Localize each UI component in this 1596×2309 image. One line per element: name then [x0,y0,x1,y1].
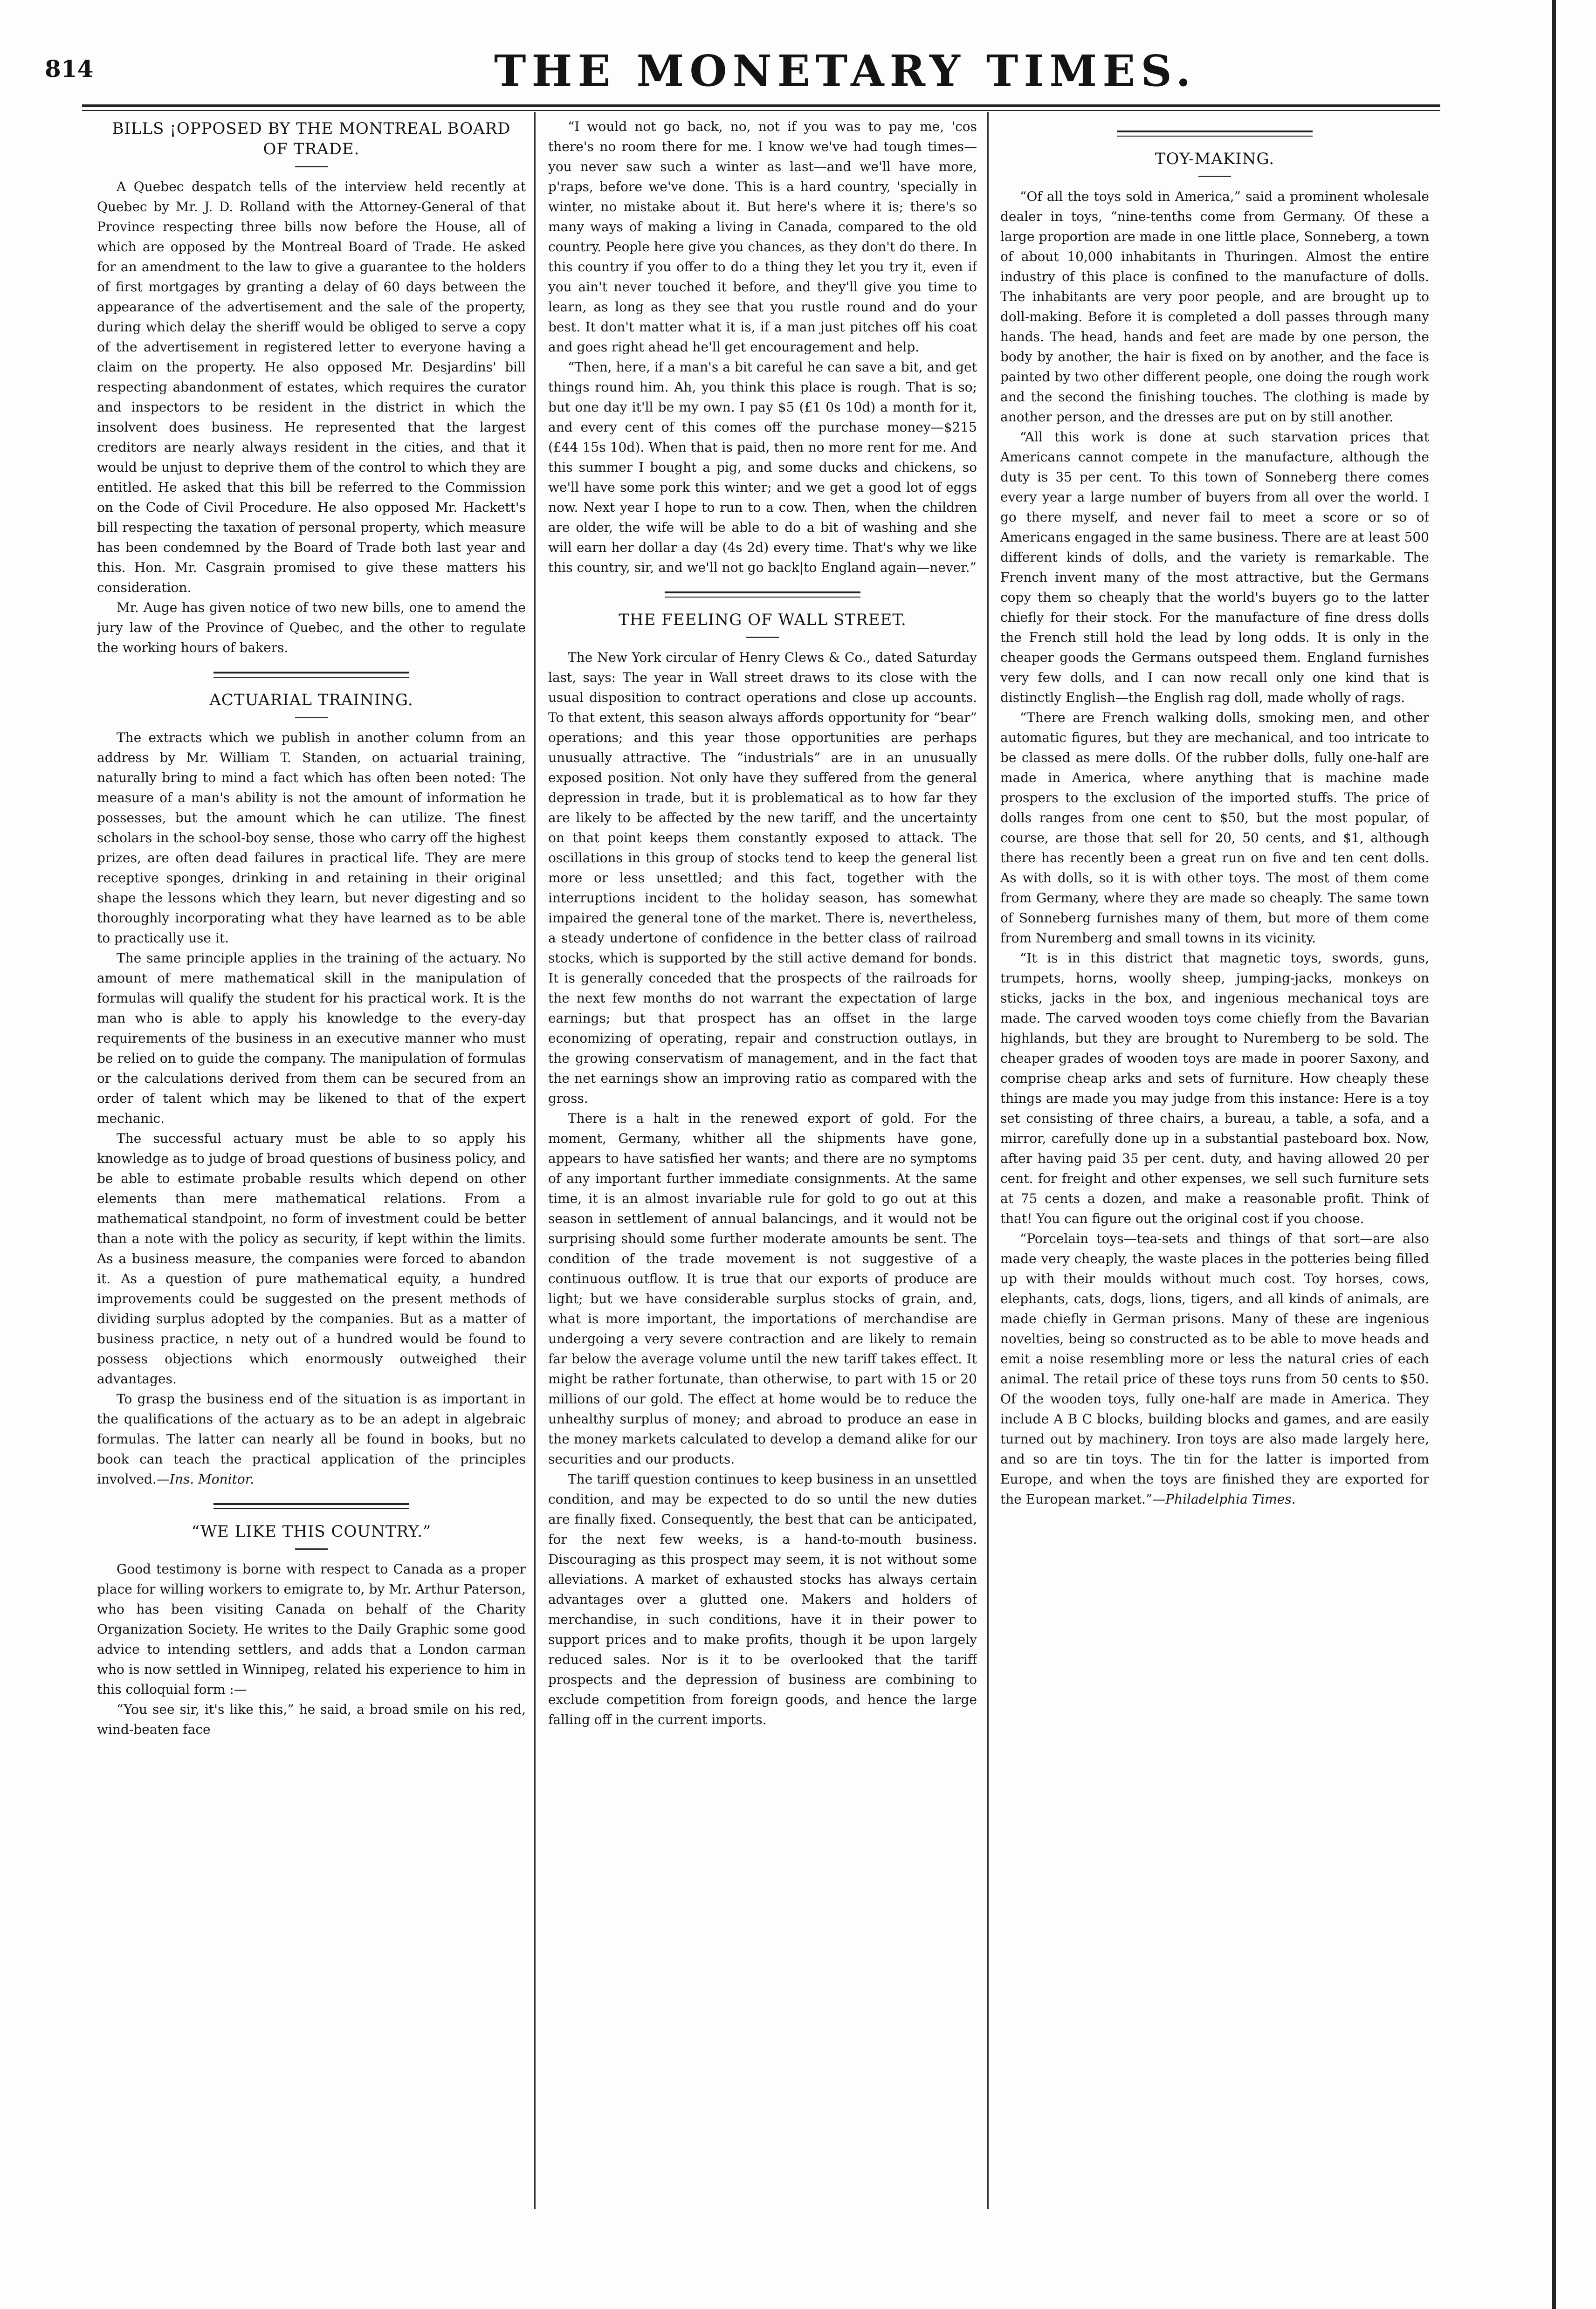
article-paragraph: “It is in this district that magnetic toys, swords, guns, trumpets, horns, woolly sheep, jumping-jacks, monkeys on sticks, jacks in the box, and ingenious mechanical toys are made. The carved wooden toys come chiefly from the Bavarian highlands, but they are brought to Nuremberg to be sold. The cheaper grades of wooden toys are made in poorer Saxony, and comprise cheap arks and sets of furniture. How cheaply these things are made you may judge from this instance: Here is a toy set consisting of three chairs, a bureau, a table, a sofa, and a mirror, carefully done up in a substantial pasteboard box. Now, after having paid 35 per cent. duty, and having allowed 20 per cent. for freight and other expenses, we sell such furniture sets at 75 cents a dozen, and make a reasonable profit. Think of that! You can figure out the original cost if you choose. [1000,950,1429,1226]
article-paragraph [1000,1229,1429,1509]
section-separator [213,672,409,678]
article-headline: BILLS ¡OPPOSED BY THE MONTREAL BOARD OF TRADE. [112,119,511,158]
masthead-rule [82,104,1440,107]
paragraph-text: “Porcelain toys—tea-sets and things of that sort—are also made very cheaply, the waste places in the potteries being filled up with their moulds without much cost. Toy horses, cows, elephants, cats, dogs, lions, tigers, and all kinds of animals, are made chiefly in German prisons. Many of these are ingenious novelties, being so constructed as to be able to move heads and emit a noise resembling more or less the natural cries of each animal. The retail price of these toys runs from 50 cents to $50. Of the wooden toys, fully one-half are made in America. They include A B C blocks, building blocks and games, and are easily turned out by machinery. Iron toys are also made largely here, and so are tin toys. The tin for the latter is imported from Europe, and when the toys are finished they are exported for the European market.” [1000,1231,1429,1507]
paragraph-text: To grasp the business end of the situation is as important in the qualifications of the actuary as to be an adept in algebraic formulas. The latter can nearly all be found in books, but no book can teach the practical application of the principles involved. [97,1391,526,1487]
article-headline: “WE LIKE THIS COUNTRY.” [191,1522,432,1541]
source-credit: —Ins. Monitor. [156,1471,254,1487]
article-paragraph: Good testimony is borne with respect to Canada as a proper place for willing workers to emigrate to, by Mr. Arthur Paterson, who has been visiting Canada on behalf of the Charity Organization Society. He writes to the Daily Graphic some good advice to intending settlers, and adds that a London carman who is now settled in Winnipeg, related his experience to him in this colloquial form :— [97,1561,526,1697]
article-headline: ACTUARIAL TRAINING. [209,691,413,709]
column-3 [1000,117,1429,2200]
column-1 [97,117,526,2200]
section-separator [213,1503,409,1509]
article-paragraph: The New York circular of Henry Clews & Co., dated Saturday last, says: The year in Wall street draws to its close with the usual disposition to contract operations and close up accounts. To that extent, this season always affords opportunity for “bear” operations; and this year those opportunities are perhaps unusually attractive. The “industrials” are in an unusually exposed position. Not only have they suffered from the general depression in trade, but it is problematical as to how far they are likely to be affected by the new tariff, and the uncertainty on that point keeps them constantly exposed to attack. The oscillations in this group of stocks tend to keep the general list more or less unsettled; and this fact, together with the interruptions incident to the holiday season, has somewhat impaired the general tone of the market. There is, nevertheless, a steady undertone of confidence in the better class of railroad stocks, which is supported by the still active demand for bonds. It is generally conceded that the prospects of the railroads for the next few months do not warrant the expectation of large earnings; but that prospect has an offset in the large economizing of operating, repair and construction outlays, in the growing conservatism of management, and in the fact that the net earnings show an improving ratio as compared with the gross. [548,650,977,1106]
article-paragraph: “Of all the toys sold in America,” said a prominent wholesale dealer in toys, “nine-tenths come from Germany. Of these a large proportion are made in one little place, Sonneberg, a town of about 10,000 inhabitants in Thuringen. Almost the entire industry of this place is confined to the manufacture of dolls. The inhabitants are very poor people, and are brought up to doll-making. Before it is completed a doll passes through many hands. The head, hands and feet are made by one person, the body by another, the hair is fixed on by another, and the face is painted by two other different people, one doing the rough work and the second the finishing touches. The clothing is made by another person, and the dresses are put on by still another. [1000,189,1429,425]
article-paragraph: The successful actuary must be able to so apply his knowledge as to judge of broad questions of business policy, and be able to estimate probable results which depend on other elements than mere mathematical relations. From a mathematical standpoint, no form of investment could be better than a note with the policy as security, if kept within the limits. As a business measure, the companies were forced to abandon it. As a question of pure mathematical equity, a hundred improvements could be suggested on the present methods of dividing surplus adopted by the companies. But as a matter of business practice, n nety out of a hundred would be found to possess objections which enormously outweighed their advantages. [97,1131,526,1387]
column-divider [534,112,536,2209]
article-paragraph: The same principle applies in the training of the actuary. No amount of mere mathematical skill in the manipulation of formulas will qualify the student for his practical work. It is the man who is able to apply his knowledge to the every-day requirements of the business in an executive manner who must be relied on to guide the company. The manipulation of formulas or the calculations derived from them can be secured from an order of talent which may be likened to that of the expert mechanic. [97,950,526,1126]
article-paragraph: “I would not go back, no, not if you was to pay me, 'cos there's no room there for me. I know we've had tough times—you never saw such a winter as last—and we'll have more, p'raps, before we've done. This is a hard country, 'specially in winter, no mistake about it. But here's where it is; there's so many ways of making a living in Canada, compared to the old country. People here give you chances, as they don't do there. In this country if you offer to do a thing they let you try it, even if you ain't never touched it before, and they'll give you time to learn, as long as they see that you rustle round and do your best. It don't matter what it is, if a man just pitches off his coat and goes right ahead he'll get encouragement and help. [548,119,977,355]
article-paragraph: There is a halt in the renewed export of gold. For the moment, Germany, whither all the shipments have gone, appears to have satisfied her wants; and there are no symptoms of any important further immediate consignments. At the same time, it is an almost invariable rule for gold to go out at this season in settlement of annual balancings, and it would not be surprising should some further moderate amounts be sent. The condition of the trade movement is not suggestive of a continuous outflow. It is true that our exports of produce are light; but we have considerable surplus stocks of grain, and, what is more important, the importations of merchandise are undergoing a very severe contraction and are likely to remain far below the average volume until the new tariff takes effect. It might be rather fortunate, than otherwise, to part with 15 or 20 millions of our gold. The effect at home would be to reduce the unhealthy surplus of money; and abroad to produce an ease in the money markets calculated to develop a demand alike for our securities and our products. [548,1111,977,1467]
article-paragraph: “Then, here, if a man's a bit careful he can save a bit, and get things round him. Ah, you think this place is rough. That is so; but one day it'll be my own. I pay $5 (£1 0s 10d) a month for it, and every cent of this comes off the purchase money—$215 (£44 15s 10d). When that is paid, then no more rent for me. And this summer I bought a pig, and some ducks and chickens, so we'll have some pork this winter; and we get a good lot of eggs now. Next year I hope to run to a cow. Then, when the children are older, the wife will be able to do a bit of washing and she will earn her dollar a day (4s 2d) every time. That's why we like this country, sir, and we'll not go back|to England again—never.” [548,359,977,575]
article-paragraph [97,1389,526,1489]
headline-rule [295,166,328,167]
article-headline: THE FEELING OF WALL STREET. [619,611,907,629]
article-headline: TOY-MAKING. [1155,150,1275,168]
column-2 [548,117,977,2200]
article-paragraph: “There are French walking dolls, smoking men, and other automatic figures, but they are mechanical, and too intricate to be classed as mere dolls. Of the rubber dolls, fully one-half are made in America, where anything that is machine made prospers to the exclusion of the imported stuffs. The price of dolls ranges from one cent to $50, but the most popular, of course, are those that sell for 20, 50 cents, and $1, although there has recently been a great run on five and ten cent dolls. As with dolls, so it is with other toys. The most of them come from Germany, where they are made so cheaply. The same town of Sonneberg furnishes many of them, but more of them come from Nuremberg and small towns in its vicinity. [1000,710,1429,946]
page-number: 814 [45,55,94,82]
scan-edge [1552,0,1556,2309]
headline-rule [295,717,328,718]
article-paragraph: A Quebec despatch tells of the interview held recently at Quebec by Mr. J. D. Rolland with the Attorney-General of that Province respecting three bills now before the House, all of which are opposed by the Montreal Board of Trade. He asked for an amendment to the law to give a guarantee to the holders of first mortgages by granting a delay of 60 days between the appearance of the advertisement and the sale of the property, during which delay the sheriff would be obliged to serve a copy of the advertisement in registered letter to everyone having a claim on the property. He also opposed Mr. Desjardins' bill respecting abandonment of estates, which requires the curator and inspectors to be resident in the district in which the insolvent does business. He represented that the largest creditors are nearly always resident in the cities, and that it would be unjust to deprive them of the control to which they are entitled. He asked that this bill be referred to the Commission on the Code of Civil Procedure. He also opposed Mr. Hackett's bill respecting the taxation of personal property, which measure has been condemned by the Board of Trade both last year and this. Hon. Mr. Casgrain promised to give these matters his consideration. [97,179,526,595]
article-paragraph: The tariff question continues to keep business in an unsettled condition, and may be expected to do so until the new duties are finally fixed. Consequently, the best that can be anticipated, for the next few weeks, is a hand-to-mouth business. Discouraging as this prospect may seem, it is not without some alleviations. A market of exhausted stocks has always certain advantages over a glutted one. Makers and holders of merchandise, in such conditions, have it in their power to support prices and to make profits, though it be upon largely reduced sales. Nor is it to be overlooked that the tariff prospects and the depression of business are combining to exclude competition from foreign goods, and hence the large falling off in the current imports. [548,1471,977,1727]
section-separator [1117,131,1313,137]
headline-rule [1198,176,1231,177]
headline-rule [295,1548,328,1550]
source-credit: —Philadelphia Times. [1152,1491,1296,1507]
article-paragraph: “All this work is done at such starvation prices that Americans cannot compete in the manufacture, although the duty is 35 per cent. To this town of Sonneberg there comes every year a large number of buyers from all over the world. I go there myself, and never fail to meet a score or so of Americans engaged in the same business. There are at least 500 different kinds of dolls, and the variety is remarkable. The French invent many of the most attractive, but the Germans copy them so cheaply that the world's buyers go to the latter chiefly for their stock. For the manufacture of fine dress dolls the French still hold the lead by long odds. It is only in the cheaper goods the Germans outspeed them. England furnishes very few dolls, and I can now recall only one kind that is distinctly English—the English rag doll, made wholly of rags. [1000,429,1429,705]
article-paragraph: “You see sir, it's like this,” he said, a broad smile on his red, wind-beaten face [97,1702,526,1737]
headline-rule [746,637,779,638]
article-paragraph: Mr. Auge has given notice of two new bills, one to amend the jury law of the Province of Quebec, and the other to regulate the working hours of bakers. [97,600,526,655]
masthead-rule-thin [82,110,1440,111]
column-divider [987,112,989,2209]
masthead-title: THE MONETARY TIMES. [494,46,1197,96]
section-separator [665,591,860,598]
article-paragraph: The extracts which we publish in another column from an address by Mr. William T. Standen, on actuarial training, naturally bring to mind a fact which has often been noted: The measure of a man's ability is not the amount of information he possesses, but the amount which he can utilize. The finest scholars in the school-boy sense, those who carry off the highest prizes, are often dead failures in practical life. They are mere receptive sponges, drinking in and retaining in their original shape the lessons which they learn, but never digesting and so thoroughly incorporating what they have learned as to be able to practically use it. [97,730,526,946]
